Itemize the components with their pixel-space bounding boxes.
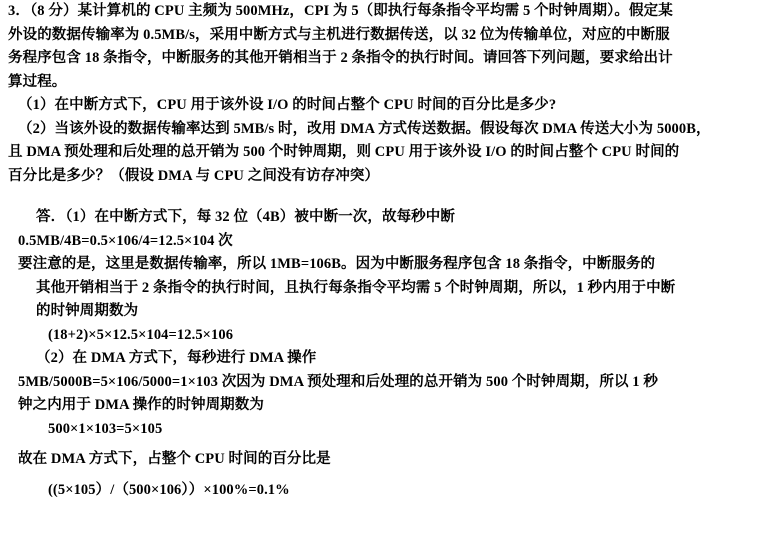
sub-question-1: （1）在中断方式下，CPU 用于该外设 I/O 的时间占整个 CPU 时间的百分比是多少?	[18, 97, 557, 113]
answer-line-2: 0.5MB/4B=0.5×106/4=12.5×104 次	[18, 232, 233, 249]
answer-line-7: （2）在 DMA 方式下，每秒进行 DMA 操作	[36, 350, 317, 366]
answer-line-11: 故在 DMA 方式下，占整个 CPU 时间的百分比是	[18, 451, 331, 467]
answer-spacer	[8, 441, 769, 448]
sub-question-2-line-3: 百分比是多少？（假设 DMA 与 CPU 之间没有访存冲突）	[8, 167, 380, 184]
question-stem-line-3: 务程序包含 18 条指令，中断服务的其他开销相当于 2 条指令的执行时间。请回答下列问题，要求给出计	[8, 50, 673, 66]
answer-line-10: 500×1×103=5×105	[48, 420, 163, 437]
answer-line-1: 答．（1）在中断方式下，每 32 位（4B）被中断一次，故每秒中断	[36, 209, 455, 225]
question-stem-line-1: 3．（8 分）某计算机的 CPU 主频为 500MHz，CPI 为 5（即执行每条指令平均需 5 个时钟周期）。假定某	[8, 3, 673, 19]
answer-line-4: 其他开销相当于 2 条指令的执行时间，且执行每条指令平均需 5 个时钟周期，所以，1 秒内用于中断	[36, 279, 676, 296]
answer-line-6: (18+2)×5×12.5×104=12.5×106	[48, 326, 234, 343]
question-stem-line-4: 算过程。	[8, 73, 67, 90]
question-stem-line-2: 外设的数据传输率为 0.5MB/s，采用中断方式与主机进行数据传送，以 32 位为传输单位，对应的中断服	[8, 26, 670, 43]
answer-line-8: 5MB/5000B=5×106/5000=1×103 次因为 DMA 预处理和后处理的总开销为 500 个时钟周期，所以 1 秒	[18, 373, 658, 390]
answer-line-12: ((5×105）/（500×106））×100%=0.1%	[48, 481, 290, 498]
answer-line-3: 要注意的是，这里是数据传输率，所以 1MB=106B。因为中断服务程序包含 18 条指令，中断服务的	[18, 256, 656, 272]
sub-question-2-line-1: （2）当该外设的数据传输率达到 5MB/s 时，改用 DMA 方式传送数据。假设每次 DMA 传送大小为 5000B，	[18, 120, 711, 137]
sub-question-2-line-2: 且 DMA 预处理和后处理的总开销为 500 个时钟周期，则 CPU 用于该外设 I/O 的时间占整个 CPU 时间的	[8, 144, 680, 160]
section-spacer	[0, 188, 777, 206]
answer-line-9: 钟之内用于 DMA 操作的时钟周期数为	[18, 397, 264, 413]
answer-block	[0, 206, 777, 502]
answer-line-5: 的时钟周期数为	[36, 303, 139, 319]
answer-spacer-2	[8, 472, 769, 479]
question-block	[0, 0, 777, 188]
